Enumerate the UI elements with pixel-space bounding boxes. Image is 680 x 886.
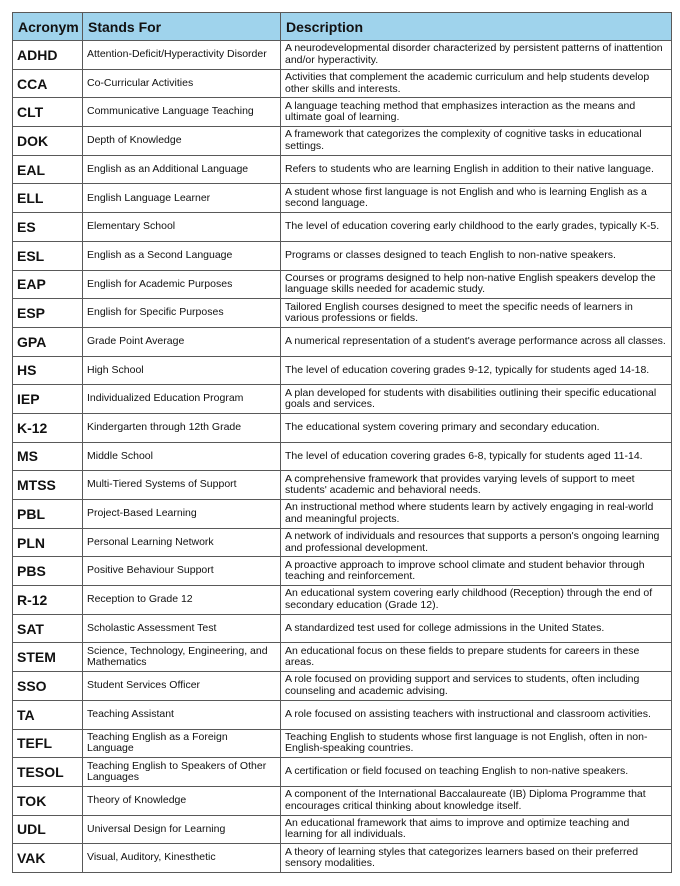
table-row [13,786,672,815]
acronym-cell: TA [13,700,83,729]
stands-for-cell: Grade Point Average [83,327,281,356]
stands-for-cell: Co-Curricular Activities [83,69,281,98]
acronym-cell: ESL [13,241,83,270]
description-cell: An educational framework that aims to improve and optimize teaching and learning for all individuals. [281,815,672,844]
acronym-cell: SAT [13,614,83,643]
acronym-cell: ADHD [13,41,83,70]
stands-for-cell: Science, Technology, Engineering, and Mathematics [83,643,281,672]
stands-for-cell: Communicative Language Teaching [83,98,281,127]
table-row [13,815,672,844]
table-row [13,385,672,414]
table-row [13,413,672,442]
description-cell: An instructional method where students learn by actively engaging in real-world and meaningful projects. [281,500,672,529]
stands-for-cell: Visual, Auditory, Kinesthetic [83,844,281,873]
description-cell: A standardized test used for college admissions in the United States. [281,614,672,643]
stands-for-cell: Teaching English as a Foreign Language [83,729,281,758]
table-row [13,184,672,213]
stands-for-cell: Multi-Tiered Systems of Support [83,471,281,500]
stands-for-cell: Universal Design for Learning [83,815,281,844]
description-cell: A numerical representation of a student's average performance across all classes. [281,327,672,356]
table-row [13,241,672,270]
table-row [13,500,672,529]
stands-for-cell: Teaching Assistant [83,700,281,729]
table-row [13,758,672,787]
description-cell: A framework that categorizes the complexity of cognitive tasks in educational settings. [281,127,672,156]
acronym-cell: ES [13,213,83,242]
table-row [13,729,672,758]
description-cell: A theory of learning styles that categorizes learners based on their preferred sensory modalities. [281,844,672,873]
stands-for-cell: Middle School [83,442,281,471]
table-row [13,98,672,127]
stands-for-cell: Project-Based Learning [83,500,281,529]
table-row [13,270,672,299]
stands-for-cell: Scholastic Assessment Test [83,614,281,643]
table-row [13,672,672,701]
description-cell: The level of education covering grades 6-8, typically for students aged 11-14. [281,442,672,471]
header-acronym: Acronym [13,13,83,41]
description-cell: A component of the International Baccalaureate (IB) Diploma Programme that encourages critical thinking about knowledge itself. [281,786,672,815]
stands-for-cell: English for Specific Purposes [83,299,281,328]
acronym-cell: TEFL [13,729,83,758]
acronym-cell: CLT [13,98,83,127]
description-cell: A language teaching method that emphasizes interaction as the means and ultimate goal of learning. [281,98,672,127]
stands-for-cell: Kindergarten through 12th Grade [83,413,281,442]
acronym-cell: HS [13,356,83,385]
acronym-cell: SSO [13,672,83,701]
stands-for-cell: Attention-Deficit/Hyperactivity Disorder [83,41,281,70]
stands-for-cell: English Language Learner [83,184,281,213]
table-header-row [13,13,672,41]
description-cell: An educational focus on these fields to prepare students for careers in these areas. [281,643,672,672]
header-stands-for: Stands For [83,13,281,41]
description-cell: A plan developed for students with disabilities outlining their specific educational goals and services. [281,385,672,414]
stands-for-cell: English for Academic Purposes [83,270,281,299]
stands-for-cell: Depth of Knowledge [83,127,281,156]
table-row [13,643,672,672]
description-cell: Programs or classes designed to teach English to non-native speakers. [281,241,672,270]
table-row [13,155,672,184]
acronym-cell: VAK [13,844,83,873]
stands-for-cell: Elementary School [83,213,281,242]
acronym-cell: MS [13,442,83,471]
description-cell: Activities that complement the academic curriculum and help students develop other skills and interests. [281,69,672,98]
table-row [13,614,672,643]
table-row [13,442,672,471]
acronym-cell: TOK [13,786,83,815]
stands-for-cell: English as a Second Language [83,241,281,270]
acronym-cell: PBS [13,557,83,586]
stands-for-cell: English as an Additional Language [83,155,281,184]
stands-for-cell: High School [83,356,281,385]
stands-for-cell: Individualized Education Program [83,385,281,414]
acronym-cell: TESOL [13,758,83,787]
stands-for-cell: Student Services Officer [83,672,281,701]
acronym-cell: EAP [13,270,83,299]
description-cell: Refers to students who are learning English in addition to their native language. [281,155,672,184]
table-row [13,586,672,615]
acronym-cell: DOK [13,127,83,156]
description-cell: Courses or programs designed to help non-native English speakers develop the language skills needed for academic study. [281,270,672,299]
header-description: Description [281,13,672,41]
table-row [13,41,672,70]
acronym-table [12,12,672,873]
acronym-cell: ESP [13,299,83,328]
acronym-cell: PBL [13,500,83,529]
description-cell: The educational system covering primary and secondary education. [281,413,672,442]
description-cell: A role focused on providing support and services to students, often including counseling and academic advising. [281,672,672,701]
description-cell: A neurodevelopmental disorder characterized by persistent patterns of inattention and/or hyperactivity. [281,41,672,70]
table-row [13,327,672,356]
table-row [13,127,672,156]
description-cell: A certification or field focused on teaching English to non-native speakers. [281,758,672,787]
table-row [13,557,672,586]
acronym-cell: ELL [13,184,83,213]
acronym-cell: PLN [13,528,83,557]
table-row [13,528,672,557]
description-cell: The level of education covering grades 9-12, typically for students aged 14-18. [281,356,672,385]
description-cell: A student whose first language is not English and who is learning English as a second language. [281,184,672,213]
description-cell: The level of education covering early childhood to the early grades, typically K-5. [281,213,672,242]
acronym-cell: IEP [13,385,83,414]
table-row [13,844,672,873]
description-cell: Tailored English courses designed to meet the specific needs of learners in various professions or fields. [281,299,672,328]
description-cell: A proactive approach to improve school climate and student behavior through teaching and reinforcement. [281,557,672,586]
table-row [13,356,672,385]
description-cell: A network of individuals and resources that supports a person's ongoing learning and professional development. [281,528,672,557]
table-row [13,471,672,500]
table-row [13,299,672,328]
description-cell: Teaching English to students whose first language is not English, often in non-English-speaking countries. [281,729,672,758]
acronym-cell: CCA [13,69,83,98]
acronym-cell: UDL [13,815,83,844]
acronym-cell: R-12 [13,586,83,615]
stands-for-cell: Reception to Grade 12 [83,586,281,615]
stands-for-cell: Theory of Knowledge [83,786,281,815]
table-row [13,213,672,242]
description-cell: An educational system covering early childhood (Reception) through the end of secondary education (Grade 12). [281,586,672,615]
stands-for-cell: Positive Behaviour Support [83,557,281,586]
table-body [13,41,672,873]
description-cell: A role focused on assisting teachers with instructional and classroom activities. [281,700,672,729]
stands-for-cell: Teaching English to Speakers of Other Languages [83,758,281,787]
acronym-cell: GPA [13,327,83,356]
acronym-cell: MTSS [13,471,83,500]
acronym-cell: EAL [13,155,83,184]
table-row [13,69,672,98]
acronym-cell: K-12 [13,413,83,442]
stands-for-cell: Personal Learning Network [83,528,281,557]
table-row [13,700,672,729]
acronym-cell: STEM [13,643,83,672]
description-cell: A comprehensive framework that provides varying levels of support to meet students' academic and behavioral needs. [281,471,672,500]
